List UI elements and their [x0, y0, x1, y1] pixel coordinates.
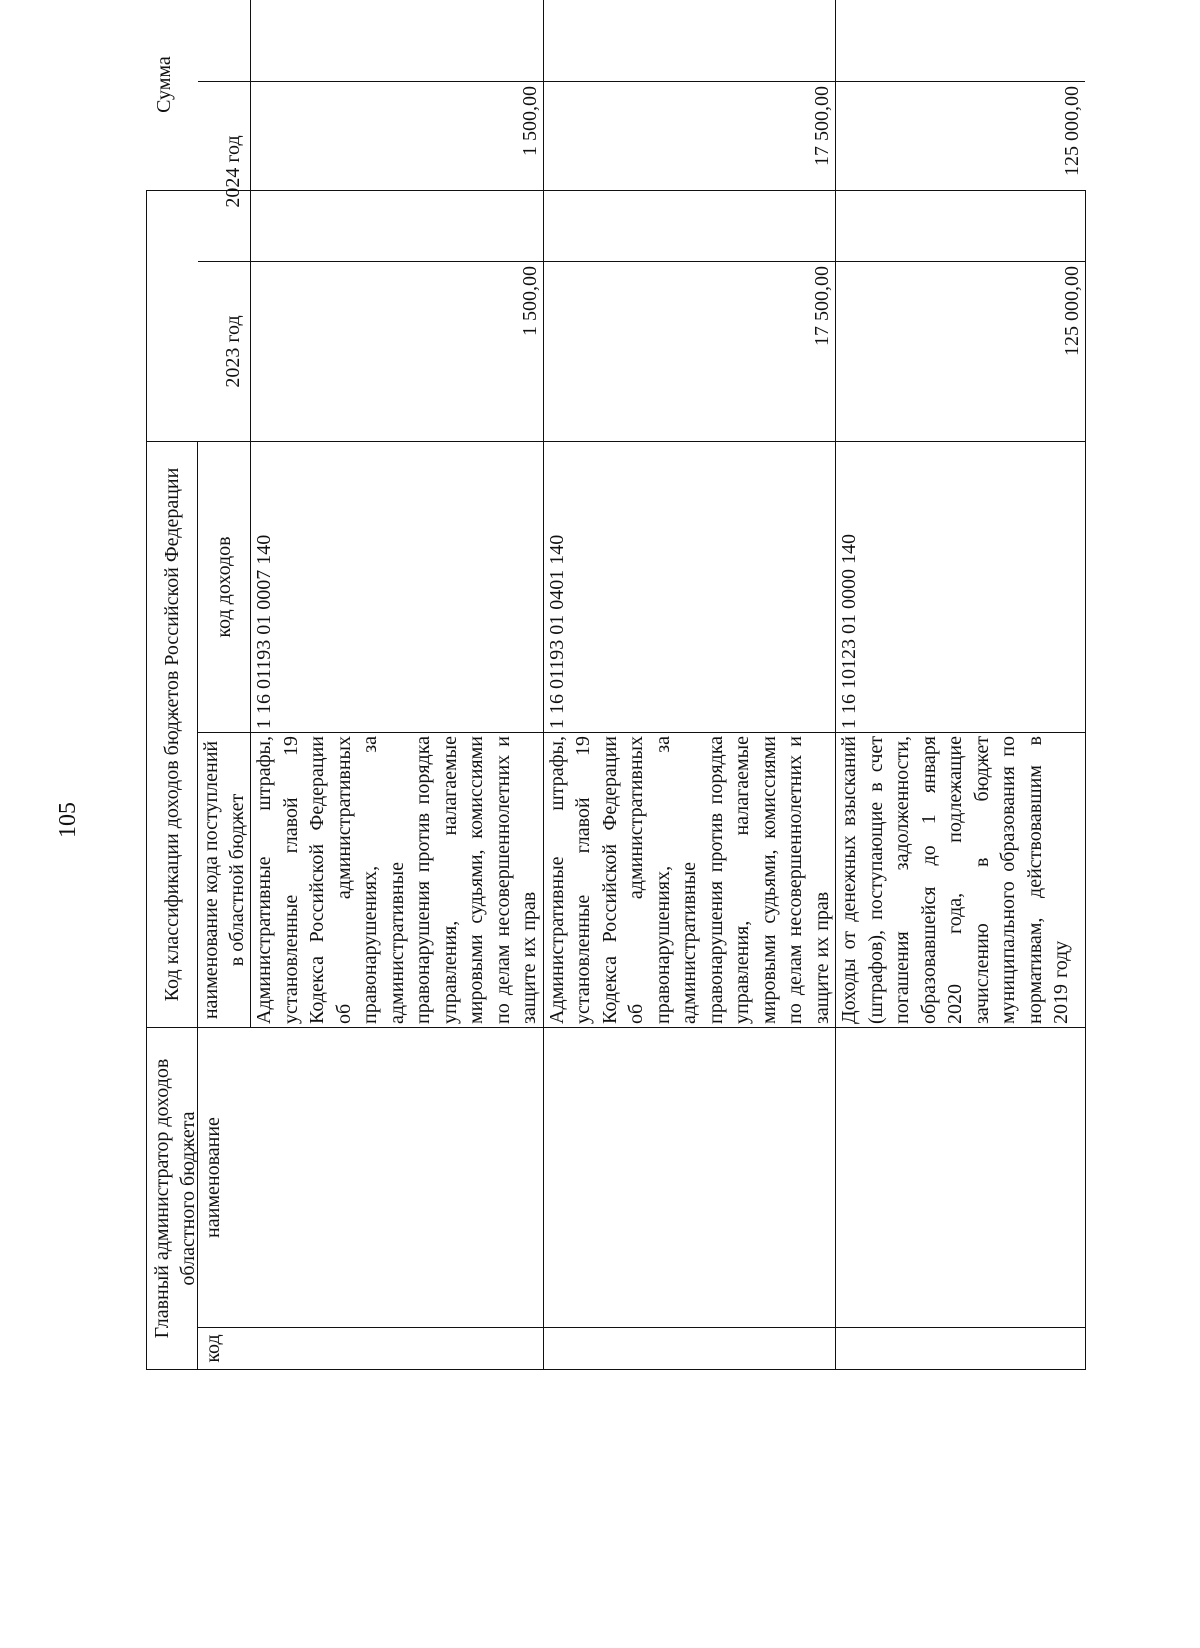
- header-year-2024: 2024 год: [198, 81, 251, 261]
- row-1-revenue-name: Административные штрафы, установленные главой 19 Кодекса Российской Федерации об административных правонарушениях, за административные правонарушения против порядка управления, налагаемые мировыми судьями, комиссиями по делам несовершеннолетних и защите их прав: [251, 732, 544, 1027]
- row-3-admin-name: [836, 1027, 1085, 1327]
- header-admin-name: наименование: [198, 1027, 544, 1327]
- row-2-sum-2023: 17 500,00: [544, 261, 837, 441]
- row-2-admin-name: [544, 1027, 837, 1327]
- row-1-revenue-code: 1 16 01193 01 0007 140: [251, 441, 544, 732]
- row-1-code: [251, 1327, 544, 1369]
- row-1-sum-2023: 1 500,00: [251, 261, 544, 441]
- row-3-sum-2023: 125 000,00: [836, 261, 1085, 441]
- header-main-administrator: Главный администратор доходов областного бюджета: [147, 1027, 198, 1369]
- header-code: код: [198, 1327, 544, 1369]
- header-year-2023: 2023 год: [198, 261, 251, 441]
- row-2-code: [544, 1327, 837, 1369]
- row-2-revenue-name: Административные штрафы, установленные главой 19 Кодекса Российской Федерации об административных правонарушениях, за административные правонарушения против порядка управления, налагаемые мировыми судьями, комиссиями по делам несовершеннолетних и защите их прав: [544, 732, 837, 1027]
- row-3-revenue-code: 1 16 10123 01 0000 140: [836, 441, 1085, 732]
- row-2-sum-2024: 17 500,00: [544, 81, 837, 261]
- row-3-sum-2024: 125 000,00: [836, 81, 1085, 261]
- row-3-code: [836, 1327, 1085, 1369]
- row-2-sum-2025: [544, 0, 837, 81]
- header-revenue-name: наименование кода поступлений в областной бюджет: [198, 732, 251, 1027]
- header-revenue-code: код доходов: [198, 441, 251, 732]
- revenue-table: [146, 56, 1086, 1370]
- row-1-sum-2025: [251, 0, 544, 81]
- header-sum-label: Сумма: [153, 56, 175, 113]
- page-number: 105: [55, 802, 81, 838]
- row-2-revenue-code: 1 16 01193 01 0401 140: [544, 441, 837, 732]
- header-year-2025: [198, 0, 251, 81]
- row-3-sum-2025: [836, 0, 1085, 81]
- row-1-admin-name: [251, 1027, 544, 1327]
- row-3-revenue-name: Доходы от денежных взысканий (штрафов), поступающие в счет погашения задолженности, образовавшейся до 1 января 2020 года, подлежащие зачислению в бюджет муниципального образования по нормативам, действовавшим в 2019 году: [836, 732, 1085, 1027]
- header-classification-code: Код классификации доходов бюджетов Российской Федерации: [147, 441, 198, 1027]
- row-1-sum-2024: 1 500,00: [251, 81, 544, 261]
